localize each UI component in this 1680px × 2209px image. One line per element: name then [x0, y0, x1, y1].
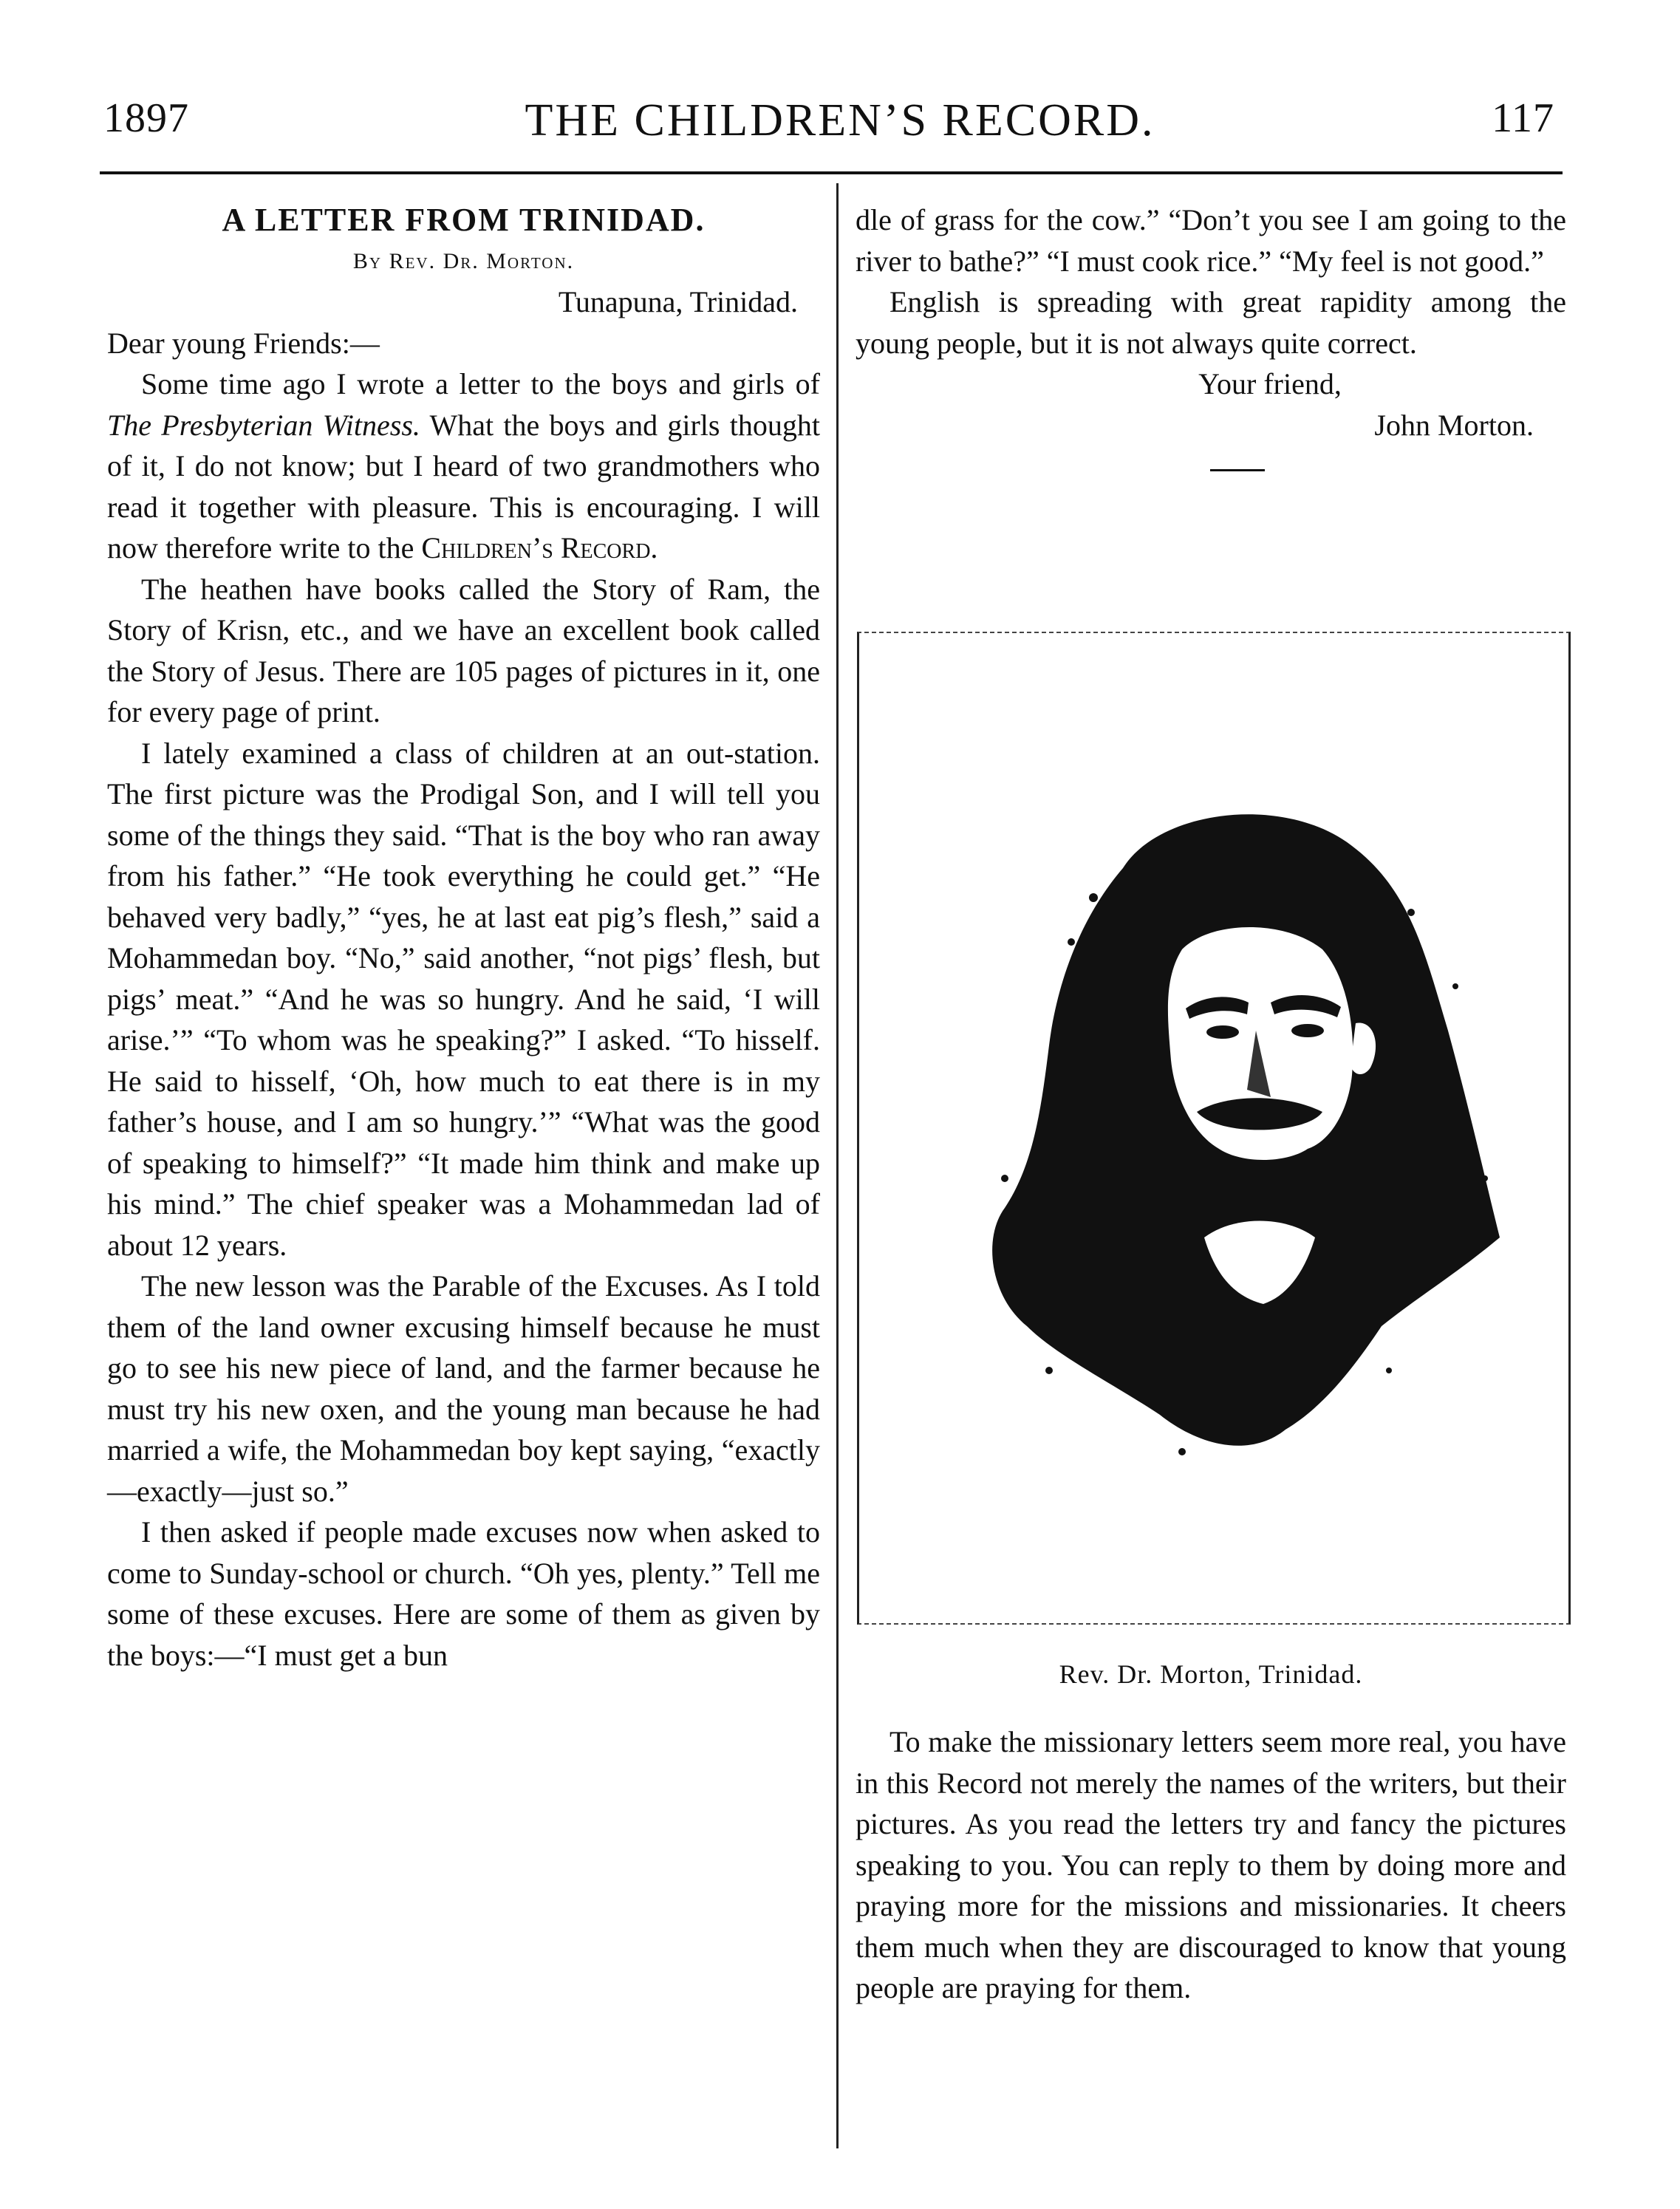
paragraph-7: English is spreading with great rapidity among the young people, but it is not always quite correct. — [856, 285, 1566, 360]
paragraph-4: The new lesson was the Parable of the Excuses. As I told them of the land owner excusing himself because he must go to see his new piece of land, and the farmer because he must try his new oxen, and the young man because he had married a wife, the Mohammedan boy kept saying, “exactly—exactly—just so.” — [107, 1269, 820, 1508]
paragraph-5: I then asked if people made excuses now when asked to come to Sunday-school or church. “Oh yes, plenty.” Tell me some of these excuses. Here are some of them as given by the boys:—“I must get a bun — [107, 1515, 820, 1672]
portrait-caption: Rev. Dr. Morton, Trinidad. — [1059, 1659, 1363, 1689]
portrait-image — [938, 765, 1500, 1474]
paragraph-2: The heathen have books called the Story of Ram, the Story of Krisn, etc., and we have an excellent book called the Story of Jesus. There are 105 pages of pictures in it, one for every page of print. — [107, 572, 820, 728]
right-column — [856, 199, 1566, 471]
header-title: THE CHILDREN’S RECORD. — [525, 95, 1155, 146]
article-byline: By Rev. Dr. Morton. — [352, 248, 575, 273]
paragraph-6: dle of grass for the cow.” “Don’t you see I am going to the river to bathe?” “I must cook rice.” “My feel is not good.” — [856, 203, 1566, 278]
record-title: Children’s Record. — [421, 531, 658, 564]
paragraph-1: Some time ago I wrote a letter to the boys and girls of The Presbyterian Witness. What the boys and girls thought of it, I do not know; but I heard of two grandmothers who read it together with pleasure. This is encouraging. I will now therefore write to the Children’s Record. — [107, 367, 820, 564]
article-salutation: Dear young Friends:— — [107, 326, 380, 360]
editor-note — [856, 1721, 1566, 2009]
section-rule — [1210, 469, 1265, 471]
header-page-number: 117 — [1492, 95, 1554, 141]
paragraph-3: I lately examined a class of children at an out-station. The first picture was the Prodigal Son, and I will tell you some of the things they said. “That is the boy who ran away from his father.” “He took everything he could get.” “He behaved very badly,” “yes, he at last eat pig’s flesh,” said a Mohammedan boy. “No,” said another, “not pigs’ flesh, but pigs’ meat.” “And he was so hungry. And he said, ‘I will arise.’” “To whom was he speaking?” I asked. “To hisself. He said to hisself, ‘Oh, how much to eat there is in my father’s house, and I am so hungry.’” “What was the good of speaking to himself?” “It made him think and make up his mind.” The chief speaker was a Mohammedan lad of about 12 years. — [107, 736, 820, 1262]
column-divider — [836, 183, 839, 2148]
header-year: 1897 — [103, 95, 189, 141]
note-paragraph: To make the missionary letters seem more real, you have in this Record not merely the names of the writers, but their pictures. As you read the letters try and fancy the pictures speaking to you. You can reply to them by doing more and praying more for the missions and missionaries. It cheers them much when they are discouraged to know that young people are praying for them. — [856, 1725, 1566, 2004]
header-rule — [100, 171, 1563, 174]
article-title: A LETTER FROM TRINIDAD. — [222, 202, 706, 238]
left-column — [107, 199, 820, 1676]
portrait-frame — [857, 632, 1572, 1629]
newspaper-title: The Presbyterian Witness. — [107, 408, 420, 442]
article-dateline: Tunapuna, Trinidad. — [558, 285, 798, 318]
letter-closing: Your friend, — [1198, 367, 1342, 400]
letter-signature: John Morton. — [1374, 408, 1534, 442]
